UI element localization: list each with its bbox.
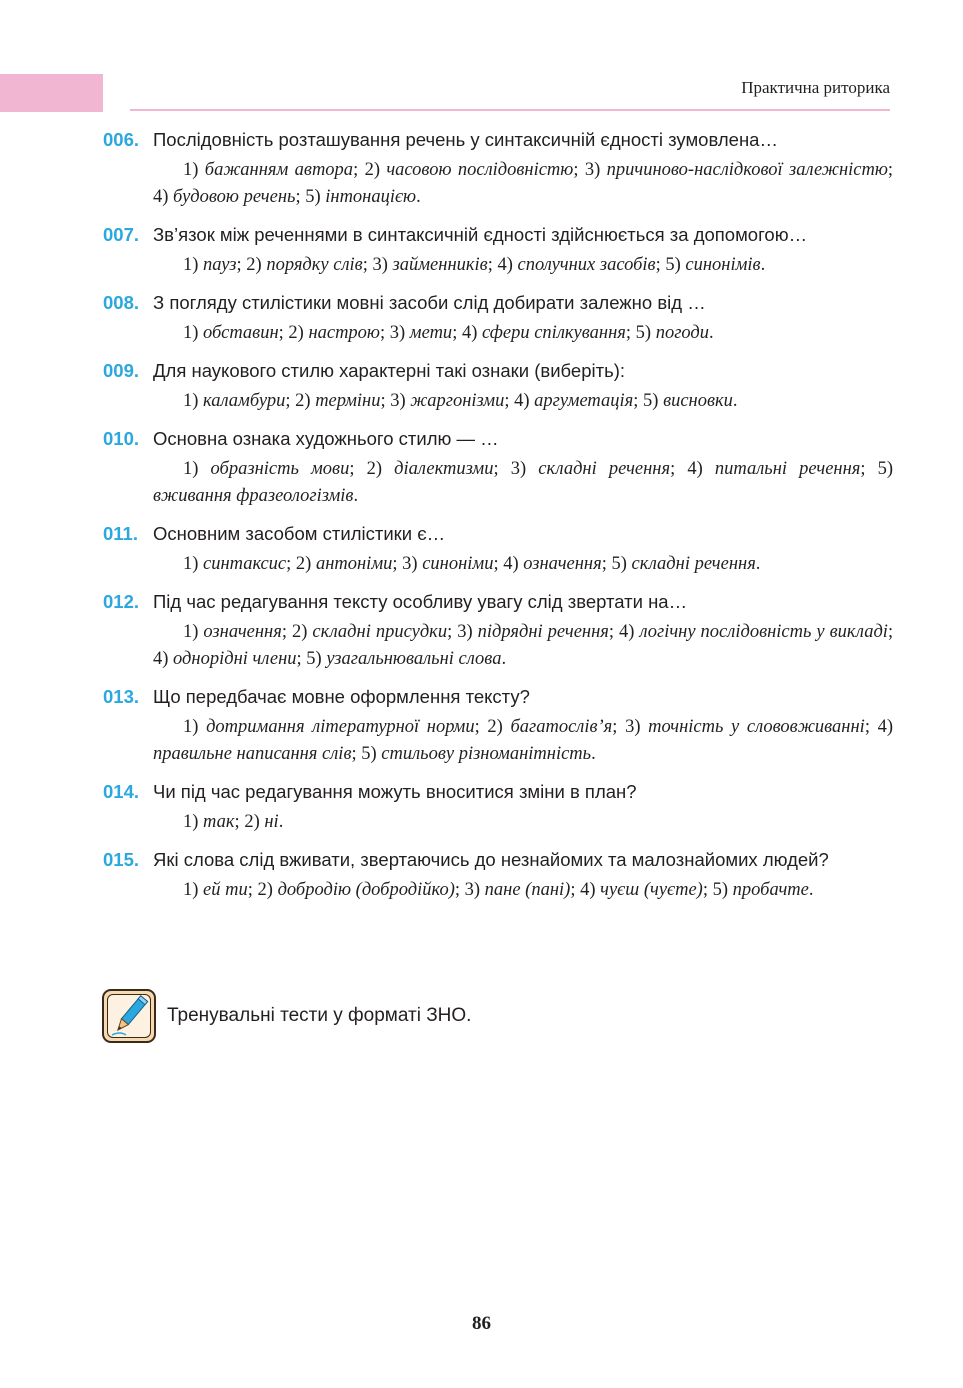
answer-text: порядку слів <box>266 255 363 275</box>
answer-option <box>367 459 499 479</box>
answer-number: 2) <box>288 323 304 343</box>
answer-text: ні <box>264 812 279 832</box>
answer-number: 4) <box>153 187 169 207</box>
answer-option <box>183 323 284 343</box>
answer-option <box>713 880 814 900</box>
question-line <box>103 683 893 711</box>
answer-text: погоди <box>655 323 710 343</box>
answer-text: синонімів <box>685 255 761 275</box>
answer-separator: ; <box>392 554 398 574</box>
answer-option <box>295 391 385 411</box>
answer-text: синоніми <box>422 554 494 574</box>
answer-separator: ; <box>655 255 661 275</box>
answer-option <box>643 391 738 411</box>
answer-option <box>497 255 660 275</box>
answer-option <box>153 649 302 669</box>
answer-option <box>514 391 638 411</box>
answer-number: 3) <box>510 459 527 479</box>
answer-option <box>305 187 421 207</box>
answer-text: так <box>203 812 235 832</box>
question-line <box>103 846 893 874</box>
answer-number: 1) <box>183 717 199 737</box>
answer-option <box>611 554 760 574</box>
answer-options <box>153 320 893 347</box>
answer-option <box>511 459 675 479</box>
answer-separator: ; <box>633 391 639 411</box>
question-item <box>103 588 893 673</box>
page-number: 86 <box>472 1313 491 1334</box>
answer-text: інтонацією <box>325 187 417 207</box>
answer-option <box>296 554 398 574</box>
answer-separator: ; <box>570 880 576 900</box>
answer-separator: ; <box>380 391 386 411</box>
answer-option <box>183 459 354 479</box>
question-text: Чи під час редагування можуть вноситися зміни в план? <box>153 781 637 802</box>
question-item <box>103 846 893 904</box>
answer-number: 5) <box>643 391 659 411</box>
question-text: Що передбачає мовне оформлення тексту? <box>153 686 530 707</box>
answer-number: 4) <box>153 649 169 669</box>
answer-text: часовою послідовністю <box>386 160 574 180</box>
answer-text: образність мови <box>210 459 350 479</box>
answer-separator: ; <box>860 459 866 479</box>
answer-number: 2) <box>291 622 308 642</box>
answer-text: вживання фразеологізмів <box>153 486 354 506</box>
question-number: 014. <box>103 781 140 802</box>
answer-number: 4) <box>877 717 894 737</box>
header-pink-tab <box>0 74 103 112</box>
answer-text: питальні речення <box>714 459 861 479</box>
question-number: 007. <box>103 224 140 245</box>
question-line <box>103 221 893 249</box>
question-item <box>103 425 893 510</box>
answer-text: сфери спілкування <box>482 323 626 343</box>
answer-separator: ; <box>612 717 618 737</box>
question-text: Які слова слід вживати, звертаючись до незнайомих та малознайомих людей? <box>153 849 829 870</box>
answer-text: бажанням автора <box>204 160 354 180</box>
answer-option <box>153 187 301 207</box>
answer-text: багатослів’я <box>510 717 613 737</box>
answer-number: 5) <box>611 554 627 574</box>
answer-separator: ; <box>608 622 615 642</box>
answer-text: складні речення <box>631 554 756 574</box>
answer-separator: ; <box>296 649 302 669</box>
answer-number: 4) <box>497 255 513 275</box>
answer-separator: ; <box>864 717 870 737</box>
answer-separator: ; <box>379 323 386 343</box>
answer-option <box>625 717 870 737</box>
pencil-icon <box>102 989 156 1043</box>
question-number: 013. <box>103 686 140 707</box>
answer-separator: ; <box>349 459 355 479</box>
question-item <box>103 778 893 836</box>
answer-separator: ; <box>353 160 359 180</box>
answer-number: 4) <box>503 554 519 574</box>
question-number: 015. <box>103 849 140 870</box>
answer-separator: . <box>755 554 761 574</box>
answer-text: складні присудки <box>312 622 448 642</box>
answer-option <box>365 160 579 180</box>
answer-option <box>457 622 614 642</box>
answer-number: 3) <box>372 255 388 275</box>
question-number: 008. <box>103 292 140 313</box>
answer-separator: ; <box>286 554 292 574</box>
answer-separator: ; <box>362 255 368 275</box>
training-tests-note <box>102 989 471 1043</box>
answer-number: 3) <box>464 880 481 900</box>
answer-options <box>153 714 893 768</box>
answer-separator: ; <box>351 744 357 764</box>
answer-number: 5) <box>306 649 322 669</box>
answer-option <box>390 391 509 411</box>
answer-number: 1) <box>183 255 199 275</box>
question-item <box>103 221 893 279</box>
answer-text: підрядні речення <box>477 622 609 642</box>
answer-separator: ; <box>452 323 458 343</box>
question-line <box>103 778 893 806</box>
answer-number: 5) <box>635 323 652 343</box>
answer-separator: ; <box>234 812 240 832</box>
question-list <box>103 126 893 914</box>
answer-text: мети <box>409 323 453 343</box>
answer-separator: ; <box>247 880 253 900</box>
question-text: Зв’язок між реченнями в синтаксичній єдності здійснюється за допомогою… <box>153 224 808 245</box>
answer-option <box>183 880 253 900</box>
answer-number: 2) <box>366 459 383 479</box>
answer-text: аргуметація <box>534 391 634 411</box>
answer-text: правильне написання слів <box>153 744 352 764</box>
answer-option <box>258 880 460 900</box>
answer-text: настрою <box>308 323 380 343</box>
answer-text: добродію (добродійко) <box>277 880 455 900</box>
answer-number: 1) <box>183 391 199 411</box>
answer-number: 1) <box>183 880 199 900</box>
answer-separator: ; <box>474 717 480 737</box>
answer-number: 2) <box>244 812 260 832</box>
answer-number: 4) <box>619 622 635 642</box>
answer-option <box>183 160 358 180</box>
answer-number: 2) <box>257 880 273 900</box>
answer-text: пане (пані) <box>484 880 571 900</box>
answer-option <box>462 323 631 343</box>
question-text: Під час редагування тексту особливу увагу слід звертати на… <box>153 591 688 612</box>
answer-text: узагальнювальні слова <box>326 649 502 669</box>
answer-separator: ; <box>236 255 242 275</box>
answer-text: обставин <box>203 323 279 343</box>
answer-text: сполучних засобів <box>517 255 656 275</box>
question-text: Для наукового стилю характерні такі ознаки (виберіть): <box>153 360 626 381</box>
answer-separator: . <box>501 649 507 669</box>
answer-number: 2) <box>295 554 312 574</box>
question-line <box>103 425 893 453</box>
answer-option <box>665 255 765 275</box>
answer-separator: ; <box>702 880 708 900</box>
answer-separator: ; <box>447 622 453 642</box>
answer-number: 4) <box>461 323 478 343</box>
answer-options <box>153 551 893 578</box>
answer-option <box>183 255 242 275</box>
answer-separator: ; <box>281 622 287 642</box>
answer-number: 1) <box>183 323 199 343</box>
question-item <box>103 126 893 211</box>
answer-text: будовою речень <box>173 187 296 207</box>
answer-separator: ; <box>601 554 607 574</box>
answer-options <box>153 388 893 415</box>
answer-separator: . <box>353 486 359 506</box>
question-number: 010. <box>103 428 140 449</box>
answer-text: займенників <box>392 255 488 275</box>
answer-options <box>153 252 893 279</box>
question-text: Основна ознака художнього стилю — … <box>153 428 499 449</box>
answer-text: означення <box>203 622 282 642</box>
answer-option <box>636 323 714 343</box>
answer-number: 3) <box>389 323 406 343</box>
answer-text: терміни <box>315 391 381 411</box>
training-tests-text: Тренувальні тести у форматі ЗНО. <box>167 1005 472 1026</box>
question-line <box>103 357 893 385</box>
answer-separator: ; <box>573 160 579 180</box>
answer-options <box>153 456 893 510</box>
answer-option <box>402 554 498 574</box>
question-number: 009. <box>103 360 140 381</box>
answer-options <box>153 809 893 836</box>
answer-separator: . <box>760 255 766 275</box>
answer-number: 1) <box>183 622 199 642</box>
answer-option <box>487 717 617 737</box>
answer-separator: ; <box>493 459 499 479</box>
answer-number: 3) <box>402 554 418 574</box>
question-line <box>103 520 893 548</box>
running-head: Практична риторика <box>741 78 890 97</box>
answer-text: чуєш (чуєте) <box>600 880 703 900</box>
answer-text: ей ти <box>203 880 248 900</box>
answer-separator: . <box>808 880 814 900</box>
answer-text: стильову різноманітність <box>381 744 592 764</box>
answer-number: 4) <box>687 459 703 479</box>
answer-number: 3) <box>390 391 406 411</box>
answer-number: 5) <box>712 880 729 900</box>
answer-separator: . <box>709 323 714 343</box>
answer-separator: . <box>732 391 738 411</box>
answer-text: однорідні члени <box>173 649 297 669</box>
answer-number: 1) <box>183 459 199 479</box>
question-item <box>103 289 893 347</box>
question-item <box>103 357 893 415</box>
answer-option <box>246 255 368 275</box>
question-item <box>103 683 893 768</box>
answer-option <box>183 391 291 411</box>
answer-separator: ; <box>493 554 499 574</box>
answer-options <box>153 157 893 211</box>
answer-text: синтаксис <box>203 554 287 574</box>
answer-text: каламбури <box>203 391 286 411</box>
question-line <box>103 126 893 154</box>
answer-text: складні речення <box>538 459 671 479</box>
answer-separator: . <box>278 812 284 832</box>
answer-separator: ; <box>887 622 894 642</box>
answer-number: 2) <box>246 255 262 275</box>
question-item <box>103 520 893 578</box>
answer-text: діалектизми <box>394 459 494 479</box>
answer-option <box>183 812 240 832</box>
answer-number: 1) <box>183 812 199 832</box>
answer-option <box>183 622 287 642</box>
answer-text: означення <box>523 554 602 574</box>
answer-option <box>288 323 385 343</box>
answer-text: логічну послідовність у викладі <box>639 622 888 642</box>
answer-text: точність у слововживанні <box>648 717 865 737</box>
answer-separator: ; <box>454 880 460 900</box>
question-number: 012. <box>103 591 140 612</box>
answer-text: пауз <box>203 255 237 275</box>
answer-option <box>687 459 865 479</box>
question-number: 011. <box>103 523 138 544</box>
answer-option <box>585 160 893 180</box>
answer-text: пробачте <box>732 880 809 900</box>
answer-option <box>619 622 893 642</box>
answer-text: жаргонізми <box>410 391 505 411</box>
answer-option <box>306 649 506 669</box>
answer-separator: ; <box>887 160 894 180</box>
answer-separator: . <box>591 744 596 764</box>
answer-text: висновки <box>663 391 733 411</box>
answer-number: 1) <box>183 160 199 180</box>
answer-option <box>372 255 492 275</box>
answer-number: 5) <box>361 744 377 764</box>
answer-text: причиново-наслідкової залежністю <box>606 160 888 180</box>
answer-number: 2) <box>364 160 380 180</box>
question-line <box>103 588 893 616</box>
answer-option <box>183 717 480 737</box>
answer-option <box>580 880 708 900</box>
answer-option <box>503 554 607 574</box>
answer-number: 1) <box>183 554 199 574</box>
answer-number: 5) <box>305 187 321 207</box>
answer-number: 3) <box>584 160 601 180</box>
answer-number: 2) <box>295 391 311 411</box>
answer-number: 3) <box>457 622 473 642</box>
question-text: Основним засобом стилістики є… <box>153 523 446 544</box>
answer-number: 5) <box>877 459 894 479</box>
answer-number: 4) <box>580 880 596 900</box>
question-text: Послідовність розташування речень у синтаксичній єдності зумовлена… <box>153 129 778 150</box>
answer-option <box>292 622 452 642</box>
answer-separator: ; <box>670 459 676 479</box>
answer-options <box>153 877 893 904</box>
answer-separator: ; <box>487 255 493 275</box>
question-number: 006. <box>103 129 140 150</box>
answer-option <box>465 880 576 900</box>
answer-number: 5) <box>665 255 681 275</box>
answer-separator: . <box>416 187 421 207</box>
answer-text: дотримання літературної норми <box>206 717 475 737</box>
answer-options <box>153 619 893 673</box>
header-rule <box>130 109 890 111</box>
answer-number: 3) <box>625 717 641 737</box>
answer-text: антоніми <box>315 554 393 574</box>
question-line <box>103 289 893 317</box>
answer-separator: ; <box>278 323 284 343</box>
question-text: З погляду стилістики мовні засоби слід добирати залежно від … <box>153 292 706 313</box>
answer-separator: ; <box>504 391 510 411</box>
answer-option <box>361 744 595 764</box>
answer-number: 4) <box>514 391 530 411</box>
answer-option <box>244 812 283 832</box>
answer-separator: ; <box>295 187 301 207</box>
answer-number: 2) <box>487 717 503 737</box>
answer-option <box>183 554 291 574</box>
answer-separator: ; <box>625 323 632 343</box>
answer-option <box>390 323 458 343</box>
answer-separator: ; <box>285 391 291 411</box>
